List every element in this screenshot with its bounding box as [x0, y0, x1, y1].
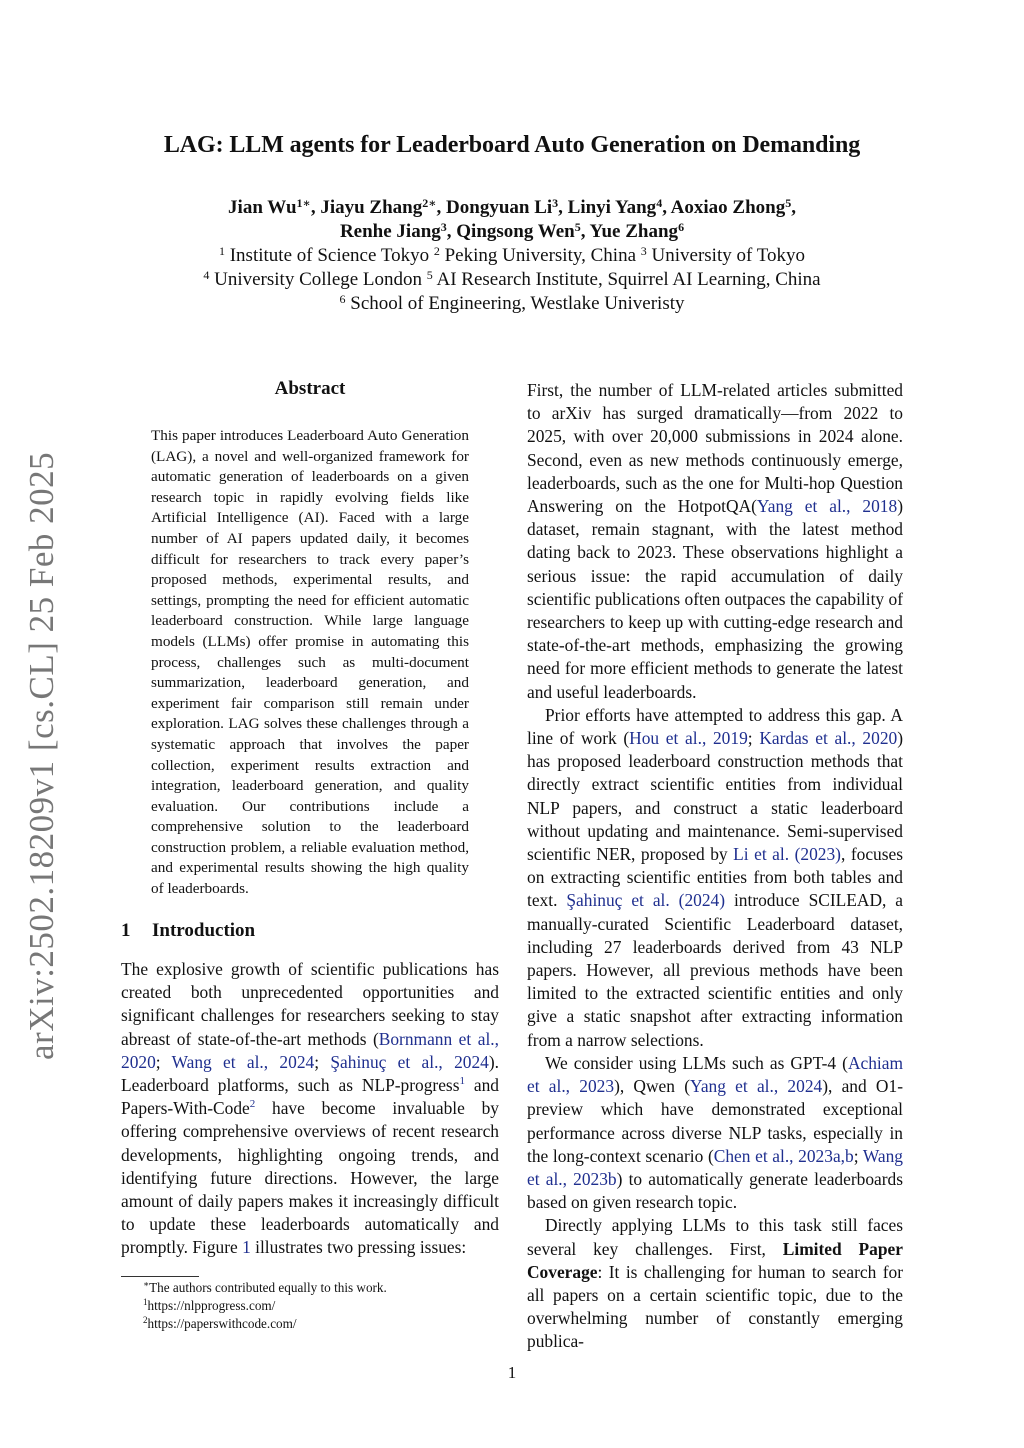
paper-title: LAG: LLM agents for Leaderboard Auto Generation on Demanding	[163, 132, 861, 158]
abstract-heading: Abstract	[274, 378, 346, 399]
affiliation-text: School of Engineering, Westlake Univeristy	[345, 293, 685, 314]
section-number: 1	[121, 920, 131, 941]
text-run: Prior efforts have attempted to address this gap. A line of work (	[527, 704, 903, 749]
text-run: First, the number of LLM-related articles submitted to arXiv has surged dramatically—from 2022 to 2025, with over 20,000 submissions in 2024 alone. Second, even as new methods continuously emerge, leaderboards, such as the one for Multi-hop Question Answering on the HotpotQA(	[527, 380, 903, 517]
affiliation-line	[60, 292, 964, 316]
author-marker: 5	[785, 196, 792, 210]
citation-link[interactable]: Kardas et al., 2020	[759, 728, 898, 749]
affiliation-list	[60, 244, 964, 316]
text-run: : It is challenging for human to search for all papers on a certain scientific topic, due to the overwhelming number of constantly emerging publica-	[527, 1261, 903, 1352]
section-title: Introduction	[152, 920, 256, 941]
affiliation-line	[60, 268, 964, 292]
arxiv-identifier-stamp: arXiv:2502.18209v1 [cs.CL] 25 Feb 2025	[22, 451, 61, 1060]
page-number: 1	[507, 1363, 517, 1382]
text-run: ;	[314, 1051, 331, 1072]
footnote	[121, 1279, 501, 1297]
citation-link[interactable]: 1	[242, 1237, 251, 1258]
paragraph	[527, 379, 903, 704]
author-list	[60, 196, 964, 244]
citation-link[interactable]: Achiam et al., 2023	[527, 1052, 903, 1097]
affiliation-marker: 3	[640, 244, 647, 258]
affiliation-text: AI Research Institute, Squirrel AI Learning, China	[432, 269, 821, 290]
footnote-text: https://nlpprogress.com/	[147, 1298, 276, 1313]
text-run: ) dataset, remain stagnant, with the latest method dating back to 2023. These observations highlight a serious issue: the rapid accumulation of daily scientific publications often outpaces the capability of researchers to keep up with cutting-edge research and state-of-the-art methods, emphasizing the growing need for more efficient methods to generate the latest and useful leaderboards.	[527, 496, 903, 702]
author-name: Yue Zhang	[589, 221, 679, 242]
author-marker: 1∗	[296, 196, 311, 210]
footnotes	[121, 1279, 501, 1333]
text-run: introduce SCILEAD, a manually-curated Scientific Leaderboard dataset, including 27 leaderboards derived from 43 NLP papers. However, all previous methods have been limited to the extracted scientific entities and only give a static snapshot after extracting information from a narrow selections.	[527, 890, 904, 1050]
author-marker: 4	[656, 196, 663, 210]
affiliation-marker: 5	[426, 268, 433, 282]
footnote-mark: ∗	[143, 1279, 150, 1289]
right-column	[527, 379, 903, 1354]
footnote-marker[interactable]: 2	[249, 1098, 256, 1111]
text-run: ;	[853, 1145, 863, 1166]
author-name: Linyi Yang	[567, 197, 657, 218]
citation-link[interactable]: Hou et al., 2019	[629, 728, 748, 749]
paragraph	[527, 704, 903, 1052]
author-name: Qingsong Wen	[456, 221, 575, 242]
author-marker: 3	[552, 196, 559, 210]
author-marker: 5	[574, 220, 581, 234]
author-name: Jian Wu	[228, 197, 297, 218]
author-line-1: Jian $Wu^{1∗}$, Jiayu Zhang$^{2∗}$, Dongyuan Li$^3$, Linyi Yang$^4$, Aoxiao Zhong$^5$,	[228, 196, 796, 218]
bold-term: Limited Paper Coverage	[527, 1238, 903, 1282]
footnote-rule	[121, 1276, 199, 1277]
author-marker: 6	[678, 220, 685, 234]
text-run: , focuses on extracting scientific entities from both tables and text.	[527, 844, 903, 911]
author-name: Jiayu Zhang	[320, 197, 423, 218]
citation-link[interactable]: Chen et al., 2023a,b	[713, 1145, 854, 1166]
text-run: We consider using LLMs such as GPT-4 (	[545, 1052, 848, 1073]
citation-link[interactable]: Li et al. (2023)	[733, 844, 841, 865]
paragraph	[527, 1052, 903, 1214]
author-name: Renhe Jiang	[339, 221, 441, 242]
affiliation-text: Peking University, China	[439, 245, 641, 266]
abstract-body: This paper introduces Leaderboard Auto Generation (LAG), a novel and well-organized framework for automatic generation of leaderboards on a given research topic in rapidly evolving fields like Artificial Intelligence (AI). Faced with a large number of AI papers updated daily, it becomes difficult for researchers to track every paper’s proposed methods, experimental results, and settings, prompting the need for efficient automatic leaderboard construction. While large language models (LLMs) offer promise in automating this process, challenges such as multi-document summarization, leaderboard generation, and experiment fair comparison still remain under exploration. LAG solves these challenges through a systematic approach that involves the paper collection, experiment results extraction and integration, leaderboard generation, and quality evaluation. Our contributions include a comprehensive solution to the leaderboard construction problem, a reliable evaluation method, and experimental results showing the high quality of leaderboards.	[151, 427, 469, 898]
author-name: Aoxiao Zhong	[670, 197, 786, 218]
text-run: and Papers-With-Code	[121, 1075, 499, 1119]
section-heading	[121, 920, 255, 942]
affiliation-text: Institute of Science Tokyo	[224, 245, 434, 266]
citation-link[interactable]: Şahinuç et al. (2024)	[566, 890, 726, 911]
citation-link[interactable]: Bornmann et al., 2020	[121, 1028, 499, 1072]
author-name: Dongyuan Li	[446, 197, 553, 218]
citation-link[interactable]: Wang et al., 2023b	[527, 1145, 903, 1189]
text-run: ) has proposed leaderboard construction methods that directly extract scientific entities from individual NLP papers, and construct a static leaderboard without updating and maintenance. Semi-supervised scientific NER, proposed by	[527, 728, 904, 865]
affiliation-text: University of Tokyo	[646, 245, 805, 266]
text-run: ;	[747, 728, 760, 749]
footnote	[121, 1315, 501, 1333]
affiliation-marker: 6	[339, 292, 346, 306]
text-run: ), Qwen (	[614, 1076, 690, 1097]
footnote	[121, 1297, 501, 1315]
text-run: ), and O1-preview which have demonstrated exceptional performance across diverse NLP tasks, especially in the long-context scenario (	[527, 1076, 903, 1166]
affiliation-line	[60, 244, 964, 268]
footnote-text: https://paperswithcode.com/	[147, 1316, 297, 1331]
citation-link[interactable]: Yang et al., 2018	[756, 496, 898, 517]
affiliation-marker: 4	[203, 268, 210, 282]
author-marker: 3	[440, 220, 447, 234]
text-run: have become invaluable by offering comprehensive overviews of recent research developments, highlighting ongoing trends, and identifying future directions. However, the large amount of daily papers makes it increasingly difficult to update these leaderboards automatically and promptly. Figure	[121, 1098, 499, 1258]
affiliation-text: University College London	[209, 269, 427, 290]
author-marker: 2∗	[422, 196, 437, 210]
text-run: illustrates two pressing issues:	[250, 1237, 467, 1258]
footnote-marker[interactable]: 1	[459, 1075, 465, 1088]
affiliation-marker: 1	[218, 244, 225, 258]
text-run: ;	[155, 1051, 172, 1072]
text-run: Directly applying LLMs to this task still faces several key challenges. First,	[527, 1215, 903, 1259]
author-line-2: Renhe Jiang$^3$, Qingsong Wen$^5$, Yue Zhang$^6$	[339, 220, 685, 242]
citation-link[interactable]: Yang et al., 2024	[690, 1076, 823, 1097]
text-run: The explosive growth of scientific publications has created both unprecedented opportunities and significant challenges for researchers seeking to stay abreast of state-of-the-art methods (	[121, 959, 499, 1049]
footnote-text: The authors contributed equally to this work.	[149, 1280, 387, 1295]
citation-link[interactable]: Şahinuç et al., 2024	[330, 1051, 489, 1072]
text-run: ). Leaderboard platforms, such as NLP-progress	[121, 1051, 499, 1096]
text-run: ) to automatically generate leaderboards based on given research topic.	[527, 1168, 903, 1213]
footnote-mark: 1	[143, 1297, 148, 1307]
affiliation-marker: 2	[433, 244, 440, 258]
citation-link[interactable]: Wang et al., 2024	[171, 1051, 315, 1072]
footnote-mark: 2	[143, 1315, 148, 1325]
paragraph	[121, 958, 499, 1260]
intro-paragraph-left	[121, 958, 499, 1260]
paragraph	[527, 1214, 903, 1353]
